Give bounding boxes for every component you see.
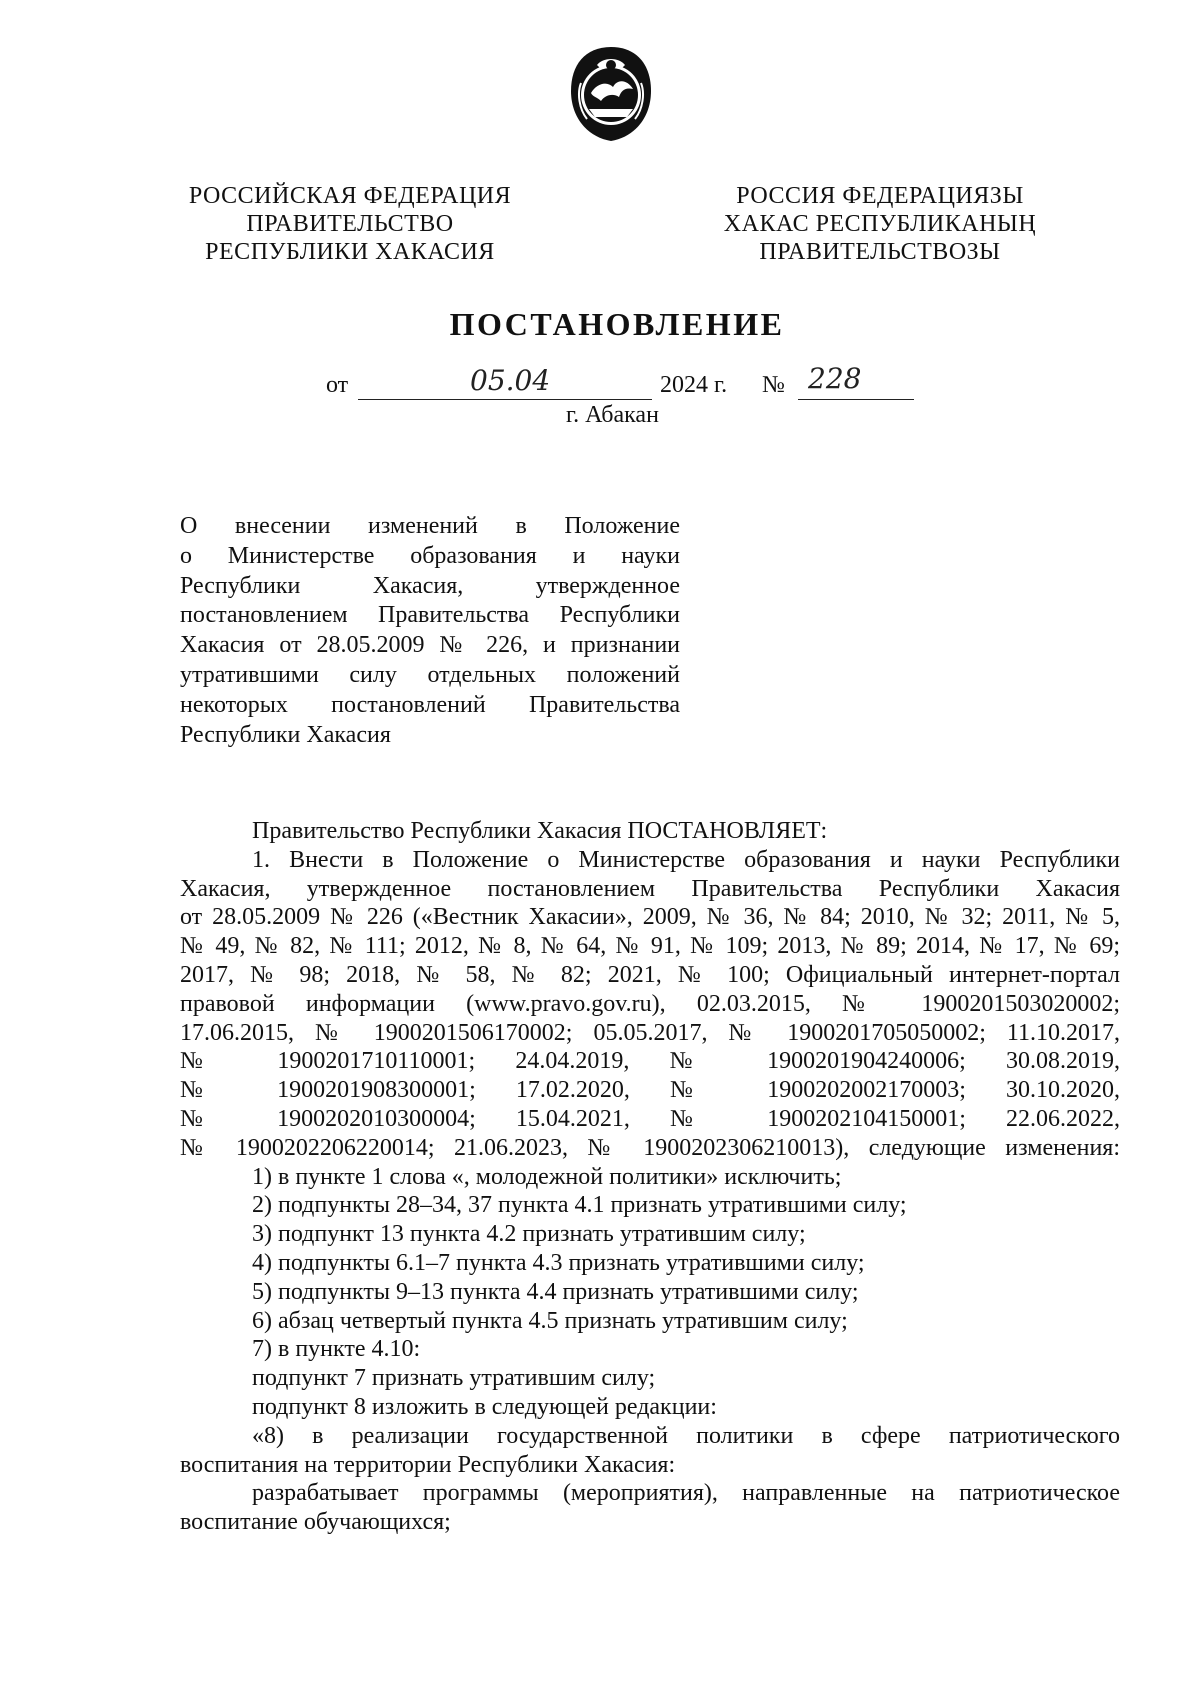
subject-line: о Министерстве образования и науки [180, 542, 680, 569]
body-line: 7) в пункте 4.10: [252, 1336, 421, 1363]
header-right-line: ХАКАС РЕСПУБЛИКАНЫҢ [723, 211, 1037, 237]
body-line: № 1900201908300001; 17.02.2020, № 1900202002170003; 30.10.2020, [180, 1077, 1120, 1104]
body-line: воспитания на территории Республики Хакасия: [180, 1451, 676, 1478]
document-body [180, 817, 1120, 1537]
city-name: г. Абакан [566, 402, 659, 428]
header-left [170, 182, 530, 266]
body-line: Правительство Республики Хакасия ПОСТАНОВЛЯЕТ: [252, 818, 828, 844]
body-line: «8) в реализации государственной политики в сфере патриотического [252, 1422, 1120, 1449]
subject-line: Республики Хакасия [180, 721, 391, 748]
subject-line: Республики Хакасия, утвержденное [180, 572, 680, 599]
header-right-line: РОССИЯ ФЕДЕРАЦИЯЗЫ [736, 183, 1024, 209]
body-line: 5) подпункты 9–13 пункта 4.4 признать утратившими силу; [252, 1278, 859, 1305]
body-line: подпункт 7 признать утратившим силу; [252, 1365, 656, 1392]
body-line: № 1900202206220014; 21.06.2023, № 1900202306210013), следующие изменения: [180, 1134, 1120, 1161]
year-text: 2024 г. [660, 372, 728, 398]
header-left-line: ПРАВИТЕЛЬСТВО [246, 211, 454, 237]
body-line: № 1900202010300004; 15.04.2021, № 1900202104150001; 22.06.2022, [180, 1105, 1120, 1132]
body-line: от 28.05.2009 № 226 («Вестник Хакасии», 2009, № 36, № 84; 2010, № 32; 2011, № 5, [180, 904, 1120, 931]
body-line: подпункт 8 изложить в следующей редакции: [252, 1393, 717, 1420]
header-left-line: РЕСПУБЛИКИ ХАКАСИЯ [205, 239, 495, 265]
subject-line: Хакасия от 28.05.2009 № 226, и признании [180, 632, 680, 659]
header-right [700, 182, 1060, 266]
subject-block [180, 512, 680, 750]
handwritten-date: 05.04 [470, 364, 551, 397]
header-left-line: РОССИЙСКАЯ ФЕДЕРАЦИЯ [188, 183, 512, 209]
date-underline [358, 399, 652, 400]
body-line: № 49, № 82, № 111; 2012, № 8, № 64, № 91, № 109; 2013, № 89; 2014, № 17, № 69; [180, 933, 1120, 960]
body-line: 17.06.2015, № 1900201506170002; 05.05.2017, № 1900201705050002; 11.10.2017, [180, 1019, 1120, 1046]
body-line: разрабатывает программы (мероприятия), направленные на патриотическое [252, 1480, 1120, 1507]
body-line: воспитание обучающихся; [180, 1509, 451, 1536]
date-prefix: от [326, 372, 349, 398]
body-line: Хакасия, утвержденное постановлением Правительства Республики Хакасия [180, 875, 1120, 902]
handwritten-number: 228 [808, 362, 862, 395]
body-line: 2) подпункты 28–34, 37 пункта 4.1 признать утратившими силу; [252, 1192, 907, 1219]
body-line: 4) подпункты 6.1–7 пункта 4.3 признать утратившими силу; [252, 1249, 865, 1276]
subject-line: О внесении изменений в Положение [180, 513, 680, 539]
document-title: ПОСТАНОВЛЕНИЕ [449, 306, 785, 342]
body-line: 3) подпункт 13 пункта 4.2 признать утратившим силу; [252, 1221, 806, 1248]
coat-of-arms-emblem [567, 43, 655, 143]
header-right-line: ПРАВИТЕЛЬСТВОЗЫ [759, 239, 1001, 265]
number-sign: № [762, 372, 785, 398]
subject-line: некоторых постановлений Правительства [180, 691, 680, 718]
number-underline [798, 399, 914, 400]
body-line: 1. Внести в Положение о Министерстве образования и науки Республики [252, 846, 1120, 873]
body-line: № 1900201710110001; 24.04.2019, № 1900201904240006; 30.08.2019, [180, 1048, 1120, 1075]
body-line: 6) абзац четвертый пункта 4.5 признать утратившим силу; [252, 1307, 848, 1334]
subject-line: утратившими силу отдельных положений [180, 661, 680, 688]
body-line: правовой информации (www.pravo.gov.ru), 02.03.2015, № 1900201503020002; [180, 990, 1120, 1017]
subject-line: постановлением Правительства Республики [180, 602, 680, 629]
body-line: 2017, № 98; 2018, № 58, № 82; 2021, № 100; Официальный интернет-портал [180, 961, 1120, 988]
body-line: 1) в пункте 1 слова «, молодежной политики» исключить; [252, 1163, 842, 1190]
